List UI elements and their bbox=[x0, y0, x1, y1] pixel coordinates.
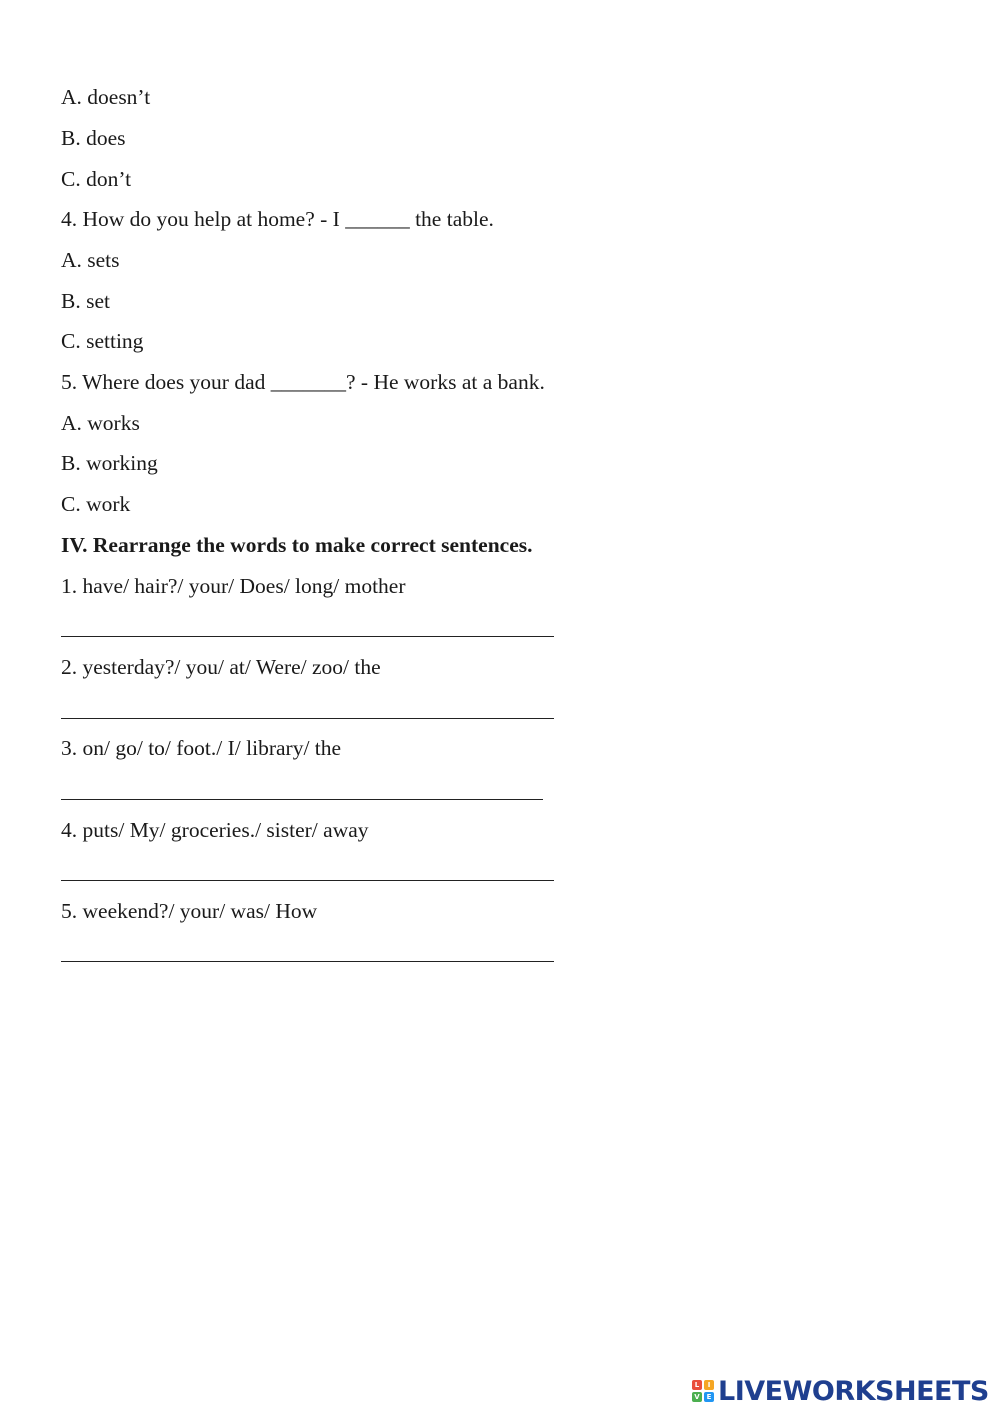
logo-grid-icon bbox=[692, 1380, 714, 1402]
rearrange-item-1: 1. have/ hair?/ your/ Does/ long/ mother bbox=[61, 574, 406, 598]
rearrange-item-3: 3. on/ go/ to/ foot./ I/ library/ the bbox=[61, 736, 342, 760]
answer-line-1[interactable] bbox=[61, 636, 554, 637]
q3-option-a: A. doesn’t bbox=[61, 85, 151, 109]
logo-letter-l: L bbox=[692, 1380, 702, 1390]
answer-line-4[interactable] bbox=[61, 880, 554, 881]
answer-line-3[interactable] bbox=[61, 799, 543, 800]
liveworksheets-logo bbox=[692, 1375, 989, 1407]
q5-option-a: A. works bbox=[61, 411, 140, 435]
q5-question: 5. Where does your dad _______? - He works at a bank. bbox=[61, 370, 545, 394]
q3-option-c: C. don’t bbox=[61, 167, 132, 191]
q4-option-c: C. setting bbox=[61, 329, 144, 353]
answer-line-5[interactable] bbox=[61, 961, 554, 962]
q3-option-b: B. does bbox=[61, 126, 126, 150]
q5-option-c: C. work bbox=[61, 492, 131, 516]
logo-brand-text: LIVEWORKSHEETS bbox=[718, 1375, 989, 1407]
rearrange-item-2: 2. yesterday?/ you/ at/ Were/ zoo/ the bbox=[61, 655, 381, 679]
answer-line-2[interactable] bbox=[61, 718, 554, 719]
logo-letter-i: I bbox=[704, 1380, 714, 1390]
logo-letter-e: E bbox=[704, 1392, 714, 1402]
q4-question: 4. How do you help at home? - I ______ the table. bbox=[61, 207, 494, 231]
logo-letter-v: V bbox=[692, 1392, 702, 1402]
q4-option-b: B. set bbox=[61, 289, 110, 313]
rearrange-item-5: 5. weekend?/ your/ was/ How bbox=[61, 899, 318, 923]
q4-option-a: A. sets bbox=[61, 248, 120, 272]
q5-option-b: B. working bbox=[61, 451, 158, 475]
rearrange-item-4: 4. puts/ My/ groceries./ sister/ away bbox=[61, 818, 369, 842]
part4-heading: IV. Rearrange the words to make correct sentences. bbox=[61, 533, 533, 557]
